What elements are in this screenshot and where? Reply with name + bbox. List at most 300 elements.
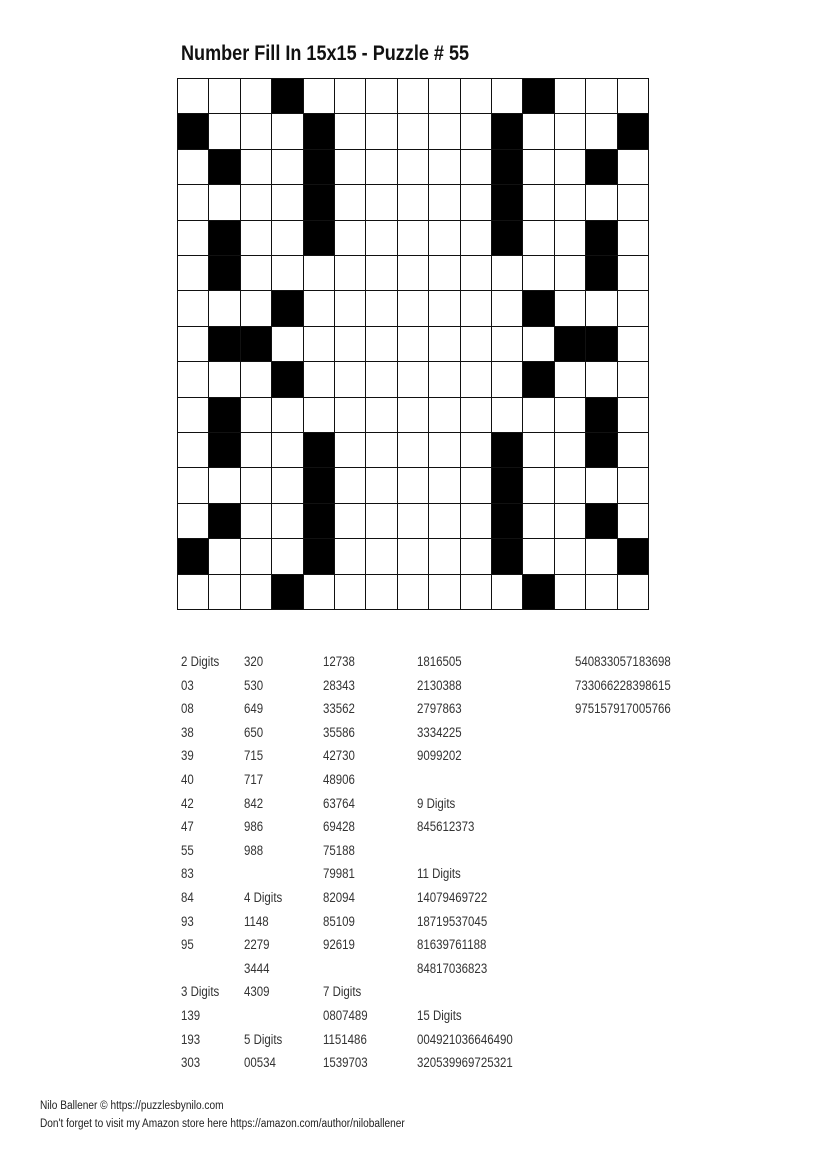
grid-empty-cell[interactable]: [618, 150, 649, 185]
word-entry: 842: [244, 795, 264, 811]
grid-empty-cell[interactable]: [335, 185, 366, 220]
grid-empty-cell[interactable]: [429, 150, 460, 185]
grid-empty-cell[interactable]: [366, 114, 397, 149]
grid-empty-cell[interactable]: [272, 504, 303, 539]
word-entry: 81639761188: [417, 937, 487, 953]
grid-block-cell: [618, 539, 649, 574]
grid-empty-cell[interactable]: [429, 256, 460, 291]
grid-block-cell: [492, 221, 523, 256]
grid-empty-cell[interactable]: [429, 468, 460, 503]
grid-block-cell: [586, 327, 617, 362]
grid-empty-cell[interactable]: [366, 291, 397, 326]
grid-empty-cell[interactable]: [461, 150, 492, 185]
word-entry: 33562: [323, 701, 355, 717]
word-group-header: 5 Digits: [244, 1031, 283, 1047]
grid-empty-cell[interactable]: [304, 575, 335, 610]
grid-empty-cell[interactable]: [366, 221, 397, 256]
grid-empty-cell[interactable]: [335, 256, 366, 291]
word-group-header: 3 Digits: [181, 984, 220, 1000]
grid-empty-cell[interactable]: [461, 362, 492, 397]
word-entry: 845612373: [417, 819, 475, 835]
word-entry: 1539703: [323, 1055, 368, 1071]
grid-empty-cell[interactable]: [618, 468, 649, 503]
grid-empty-cell[interactable]: [366, 398, 397, 433]
word-entry: 139: [181, 1007, 201, 1023]
grid-empty-cell[interactable]: [461, 539, 492, 574]
grid-block-cell: [304, 114, 335, 149]
grid-empty-cell[interactable]: [555, 221, 586, 256]
grid-empty-cell[interactable]: [272, 433, 303, 468]
word-entry: 1816505: [417, 654, 462, 669]
word-list-column-5: [575, 650, 688, 721]
grid-empty-cell[interactable]: [618, 504, 649, 539]
grid-empty-cell[interactable]: [492, 256, 523, 291]
word-entry: 08: [181, 701, 194, 717]
word-entry: 988: [244, 842, 264, 858]
grid-empty-cell[interactable]: [586, 185, 617, 220]
grid-block-cell: [178, 114, 209, 149]
grid-empty-cell[interactable]: [366, 575, 397, 610]
word-entry: 82094: [323, 889, 355, 905]
grid-empty-cell[interactable]: [398, 291, 429, 326]
grid-block-cell: [586, 150, 617, 185]
word-entry: 85109: [323, 913, 355, 929]
grid-empty-cell[interactable]: [429, 79, 460, 114]
word-group-header: 9 Digits: [417, 795, 456, 811]
grid-block-cell: [492, 150, 523, 185]
grid-block-cell: [272, 575, 303, 610]
grid-block-cell: [209, 327, 240, 362]
word-entry: 42730: [323, 748, 355, 764]
word-list-column-4: [417, 650, 530, 1075]
grid-block-cell: [209, 221, 240, 256]
grid-block-cell: [492, 504, 523, 539]
grid-empty-cell[interactable]: [272, 468, 303, 503]
grid-empty-cell[interactable]: [461, 79, 492, 114]
grid-empty-cell[interactable]: [335, 327, 366, 362]
word-entry: 650: [244, 724, 264, 740]
grid-empty-cell[interactable]: [209, 539, 240, 574]
grid-empty-cell[interactable]: [398, 539, 429, 574]
grid-block-cell: [586, 256, 617, 291]
grid-empty-cell[interactable]: [461, 185, 492, 220]
grid-empty-cell[interactable]: [178, 504, 209, 539]
grid-empty-cell[interactable]: [241, 468, 272, 503]
list-spacer: [244, 1004, 282, 1028]
grid-empty-cell[interactable]: [241, 185, 272, 220]
grid-empty-cell[interactable]: [272, 398, 303, 433]
grid-empty-cell[interactable]: [555, 291, 586, 326]
word-entry: 715: [244, 748, 264, 764]
grid-empty-cell[interactable]: [366, 468, 397, 503]
grid-empty-cell[interactable]: [178, 256, 209, 291]
grid-empty-cell[interactable]: [523, 327, 554, 362]
grid-empty-cell[interactable]: [335, 150, 366, 185]
grid-empty-cell[interactable]: [586, 114, 617, 149]
word-entry: 42: [181, 795, 194, 811]
grid-empty-cell[interactable]: [178, 575, 209, 610]
grid-empty-cell[interactable]: [586, 468, 617, 503]
grid-empty-cell[interactable]: [398, 327, 429, 362]
grid-empty-cell[interactable]: [366, 185, 397, 220]
grid-empty-cell[interactable]: [272, 221, 303, 256]
grid-empty-cell[interactable]: [523, 539, 554, 574]
word-entry: 39: [181, 748, 194, 764]
grid-block-cell: [304, 468, 335, 503]
grid-empty-cell[interactable]: [335, 504, 366, 539]
word-group-header: 11 Digits: [417, 866, 461, 882]
grid-empty-cell[interactable]: [618, 575, 649, 610]
grid-empty-cell[interactable]: [429, 114, 460, 149]
word-entry: 1151486: [323, 1031, 367, 1047]
grid-empty-cell[interactable]: [618, 433, 649, 468]
word-entry: 47: [181, 819, 194, 835]
list-spacer: [181, 957, 219, 981]
word-list-column-2: [244, 650, 289, 1075]
grid-empty-cell[interactable]: [272, 150, 303, 185]
grid-empty-cell[interactable]: [335, 398, 366, 433]
word-entry: 84: [181, 889, 194, 905]
grid-empty-cell[interactable]: [209, 362, 240, 397]
word-entry: 0807489: [323, 1007, 368, 1023]
word-list-column-3: [323, 650, 376, 1075]
grid-empty-cell[interactable]: [555, 79, 586, 114]
grid-empty-cell[interactable]: [523, 185, 554, 220]
grid-block-cell: [492, 433, 523, 468]
grid-empty-cell[interactable]: [398, 79, 429, 114]
grid-empty-cell[interactable]: [398, 114, 429, 149]
grid-empty-cell[interactable]: [555, 539, 586, 574]
grid-empty-cell[interactable]: [461, 433, 492, 468]
grid-block-cell: [492, 114, 523, 149]
word-group-header: 2 Digits: [181, 654, 220, 669]
grid-block-cell: [304, 433, 335, 468]
grid-empty-cell[interactable]: [241, 575, 272, 610]
grid-empty-cell[interactable]: [398, 150, 429, 185]
word-entry: 63764: [323, 795, 355, 811]
grid-empty-cell[interactable]: [178, 468, 209, 503]
grid-empty-cell[interactable]: [523, 398, 554, 433]
grid-empty-cell[interactable]: [178, 79, 209, 114]
word-group-header: 7 Digits: [323, 984, 362, 1000]
grid-empty-cell[interactable]: [398, 398, 429, 433]
grid-empty-cell[interactable]: [523, 504, 554, 539]
grid-empty-cell[interactable]: [335, 539, 366, 574]
grid-block-cell: [586, 221, 617, 256]
word-entry: 303: [181, 1055, 201, 1071]
grid-block-cell: [492, 185, 523, 220]
grid-empty-cell[interactable]: [241, 433, 272, 468]
grid-empty-cell[interactable]: [586, 362, 617, 397]
grid-empty-cell[interactable]: [335, 79, 366, 114]
word-entry: 79981: [323, 866, 355, 882]
grid-empty-cell[interactable]: [429, 362, 460, 397]
grid-empty-cell[interactable]: [461, 114, 492, 149]
grid-empty-cell[interactable]: [241, 150, 272, 185]
grid-empty-cell[interactable]: [523, 256, 554, 291]
grid-empty-cell[interactable]: [492, 79, 523, 114]
grid-empty-cell[interactable]: [523, 150, 554, 185]
grid-block-cell: [304, 150, 335, 185]
grid-block-cell: [272, 291, 303, 326]
grid-empty-cell[interactable]: [241, 362, 272, 397]
grid-empty-cell[interactable]: [272, 327, 303, 362]
grid-empty-cell[interactable]: [178, 433, 209, 468]
grid-block-cell: [304, 539, 335, 574]
list-spacer: [244, 862, 282, 886]
word-entry: 84817036823: [417, 960, 488, 976]
grid-empty-cell[interactable]: [366, 150, 397, 185]
word-entry: 93: [181, 913, 194, 929]
grid-empty-cell[interactable]: [429, 575, 460, 610]
grid-empty-cell[interactable]: [209, 291, 240, 326]
grid-empty-cell[interactable]: [555, 575, 586, 610]
grid-empty-cell[interactable]: [398, 221, 429, 256]
grid-empty-cell[interactable]: [492, 398, 523, 433]
grid-empty-cell[interactable]: [335, 433, 366, 468]
puzzle-title: Number Fill In 15x15 - Puzzle # 55: [181, 42, 470, 65]
word-entry: 733066228398615: [575, 677, 671, 693]
grid-empty-cell[interactable]: [586, 575, 617, 610]
grid-empty-cell[interactable]: [461, 221, 492, 256]
grid-empty-cell[interactable]: [523, 114, 554, 149]
word-entry: 28343: [323, 677, 355, 693]
word-entry: 00534: [244, 1055, 276, 1071]
word-entry: 2279: [244, 937, 270, 953]
grid-empty-cell[interactable]: [366, 256, 397, 291]
grid-empty-cell[interactable]: [429, 327, 460, 362]
grid-empty-cell[interactable]: [241, 221, 272, 256]
word-entry: 92619: [323, 937, 355, 953]
word-entry: 55: [181, 842, 194, 858]
word-entry: 35586: [323, 724, 355, 740]
grid-empty-cell[interactable]: [429, 221, 460, 256]
grid-empty-cell[interactable]: [335, 221, 366, 256]
grid-block-cell: [209, 398, 240, 433]
word-entry: 320539969725321: [417, 1055, 513, 1071]
grid-empty-cell[interactable]: [492, 362, 523, 397]
grid-empty-cell[interactable]: [398, 362, 429, 397]
grid-empty-cell[interactable]: [241, 114, 272, 149]
grid-empty-cell[interactable]: [241, 291, 272, 326]
grid-block-cell: [209, 433, 240, 468]
grid-empty-cell[interactable]: [304, 327, 335, 362]
grid-block-cell: [272, 362, 303, 397]
grid-empty-cell[interactable]: [241, 539, 272, 574]
grid-block-cell: [618, 114, 649, 149]
list-spacer: [417, 839, 513, 863]
grid-empty-cell[interactable]: [241, 79, 272, 114]
grid-empty-cell[interactable]: [618, 327, 649, 362]
grid-empty-cell[interactable]: [272, 256, 303, 291]
grid-empty-cell[interactable]: [429, 504, 460, 539]
grid-empty-cell[interactable]: [272, 185, 303, 220]
grid-empty-cell[interactable]: [555, 150, 586, 185]
grid-empty-cell[interactable]: [178, 185, 209, 220]
grid-empty-cell[interactable]: [461, 575, 492, 610]
grid-empty-cell[interactable]: [586, 291, 617, 326]
word-entry: 2797863: [417, 701, 462, 717]
grid-empty-cell[interactable]: [209, 79, 240, 114]
grid-empty-cell[interactable]: [335, 362, 366, 397]
grid-empty-cell[interactable]: [398, 256, 429, 291]
grid-empty-cell[interactable]: [618, 256, 649, 291]
grid-empty-cell[interactable]: [461, 398, 492, 433]
grid-empty-cell[interactable]: [555, 433, 586, 468]
grid-empty-cell[interactable]: [523, 433, 554, 468]
grid-block-cell: [523, 291, 554, 326]
grid-empty-cell[interactable]: [492, 327, 523, 362]
word-entry: 193: [181, 1031, 201, 1047]
grid-empty-cell[interactable]: [429, 539, 460, 574]
word-entry: 1148: [244, 913, 269, 929]
word-entry: 12738: [323, 654, 355, 669]
word-entry: 2130388: [417, 677, 462, 693]
grid-block-cell: [523, 575, 554, 610]
grid-empty-cell[interactable]: [366, 504, 397, 539]
grid-empty-cell[interactable]: [178, 327, 209, 362]
grid-empty-cell[interactable]: [178, 221, 209, 256]
grid-empty-cell[interactable]: [178, 398, 209, 433]
word-entry: 69428: [323, 819, 355, 835]
word-group-header: 15 Digits: [417, 1007, 462, 1023]
grid-empty-cell[interactable]: [335, 575, 366, 610]
footer-store-link[interactable]: Don't forget to visit my Amazon store here https://amazon.com/author/niloballener: [40, 1118, 405, 1130]
page-footer: [40, 1097, 454, 1133]
grid-empty-cell[interactable]: [555, 362, 586, 397]
grid-empty-cell[interactable]: [241, 256, 272, 291]
grid-empty-cell[interactable]: [366, 362, 397, 397]
grid-empty-cell[interactable]: [461, 468, 492, 503]
grid-empty-cell[interactable]: [555, 114, 586, 149]
grid-empty-cell[interactable]: [429, 398, 460, 433]
grid-block-cell: [523, 79, 554, 114]
grid-empty-cell[interactable]: [555, 468, 586, 503]
word-entry: 986: [244, 819, 264, 835]
grid-empty-cell[interactable]: [335, 468, 366, 503]
grid-empty-cell[interactable]: [555, 256, 586, 291]
grid-block-cell: [209, 256, 240, 291]
puzzle-grid: [177, 78, 649, 610]
grid-empty-cell[interactable]: [209, 575, 240, 610]
word-entry: 975157917005766: [575, 701, 671, 717]
grid-empty-cell[interactable]: [461, 327, 492, 362]
word-entry: 40: [181, 771, 194, 787]
grid-empty-cell[interactable]: [398, 504, 429, 539]
word-entry: 530: [244, 677, 264, 693]
grid-block-cell: [492, 539, 523, 574]
word-entry: 4309: [244, 984, 270, 1000]
word-entry: 9099202: [417, 748, 462, 764]
grid-empty-cell[interactable]: [618, 291, 649, 326]
word-entry: 004921036646490: [417, 1031, 513, 1047]
word-entry: 03: [181, 677, 194, 693]
grid-empty-cell[interactable]: [523, 468, 554, 503]
grid-empty-cell[interactable]: [304, 291, 335, 326]
grid-empty-cell[interactable]: [178, 362, 209, 397]
grid-empty-cell[interactable]: [209, 185, 240, 220]
grid-empty-cell[interactable]: [178, 291, 209, 326]
grid-empty-cell[interactable]: [429, 185, 460, 220]
word-entry: 3444: [244, 960, 270, 976]
grid-empty-cell[interactable]: [335, 291, 366, 326]
grid-empty-cell[interactable]: [272, 539, 303, 574]
grid-empty-cell[interactable]: [461, 504, 492, 539]
grid-block-cell: [523, 362, 554, 397]
grid-empty-cell[interactable]: [429, 433, 460, 468]
word-entry: 3334225: [417, 724, 462, 740]
grid-block-cell: [304, 185, 335, 220]
grid-empty-cell[interactable]: [304, 398, 335, 433]
grid-empty-cell[interactable]: [304, 362, 335, 397]
grid-block-cell: [586, 504, 617, 539]
grid-empty-cell[interactable]: [492, 575, 523, 610]
grid-empty-cell[interactable]: [366, 79, 397, 114]
grid-empty-cell[interactable]: [555, 398, 586, 433]
grid-empty-cell[interactable]: [272, 114, 303, 149]
grid-empty-cell[interactable]: [492, 291, 523, 326]
grid-empty-cell[interactable]: [555, 185, 586, 220]
grid-empty-cell[interactable]: [366, 327, 397, 362]
list-spacer: [417, 980, 513, 1004]
grid-empty-cell[interactable]: [618, 221, 649, 256]
grid-empty-cell[interactable]: [398, 468, 429, 503]
grid-block-cell: [178, 539, 209, 574]
grid-empty-cell[interactable]: [618, 79, 649, 114]
grid-block-cell: [209, 504, 240, 539]
grid-block-cell: [304, 221, 335, 256]
grid-empty-cell[interactable]: [335, 114, 366, 149]
grid-empty-cell[interactable]: [209, 114, 240, 149]
grid-empty-cell[interactable]: [555, 504, 586, 539]
grid-empty-cell[interactable]: [209, 468, 240, 503]
grid-empty-cell[interactable]: [618, 185, 649, 220]
word-entry: 48906: [323, 771, 355, 787]
list-spacer: [417, 768, 513, 792]
list-spacer: [323, 957, 368, 981]
grid-empty-cell[interactable]: [366, 539, 397, 574]
footer-credit: Nilo Ballener © https://puzzlesbynilo.com: [40, 1100, 224, 1112]
word-entry: 38: [181, 724, 194, 740]
grid-empty-cell[interactable]: [241, 398, 272, 433]
grid-empty-cell[interactable]: [398, 575, 429, 610]
grid-empty-cell[interactable]: [618, 398, 649, 433]
grid-empty-cell[interactable]: [366, 433, 397, 468]
grid-empty-cell[interactable]: [241, 504, 272, 539]
grid-block-cell: [304, 504, 335, 539]
word-entry: 717: [244, 771, 264, 787]
grid-empty-cell[interactable]: [618, 362, 649, 397]
grid-empty-cell[interactable]: [398, 185, 429, 220]
grid-block-cell: [586, 398, 617, 433]
word-entry: 649: [244, 701, 264, 717]
grid-empty-cell[interactable]: [586, 79, 617, 114]
grid-empty-cell[interactable]: [523, 221, 554, 256]
word-entry: 18719537045: [417, 913, 488, 929]
grid-empty-cell[interactable]: [304, 256, 335, 291]
grid-block-cell: [272, 79, 303, 114]
word-entry: 75188: [323, 842, 355, 858]
word-group-header: 4 Digits: [244, 889, 283, 905]
grid-empty-cell[interactable]: [178, 150, 209, 185]
grid-empty-cell[interactable]: [429, 291, 460, 326]
grid-empty-cell[interactable]: [461, 256, 492, 291]
grid-empty-cell[interactable]: [304, 79, 335, 114]
grid-empty-cell[interactable]: [586, 539, 617, 574]
grid-empty-cell[interactable]: [461, 291, 492, 326]
word-entry: 14079469722: [417, 889, 488, 905]
grid-empty-cell[interactable]: [398, 433, 429, 468]
